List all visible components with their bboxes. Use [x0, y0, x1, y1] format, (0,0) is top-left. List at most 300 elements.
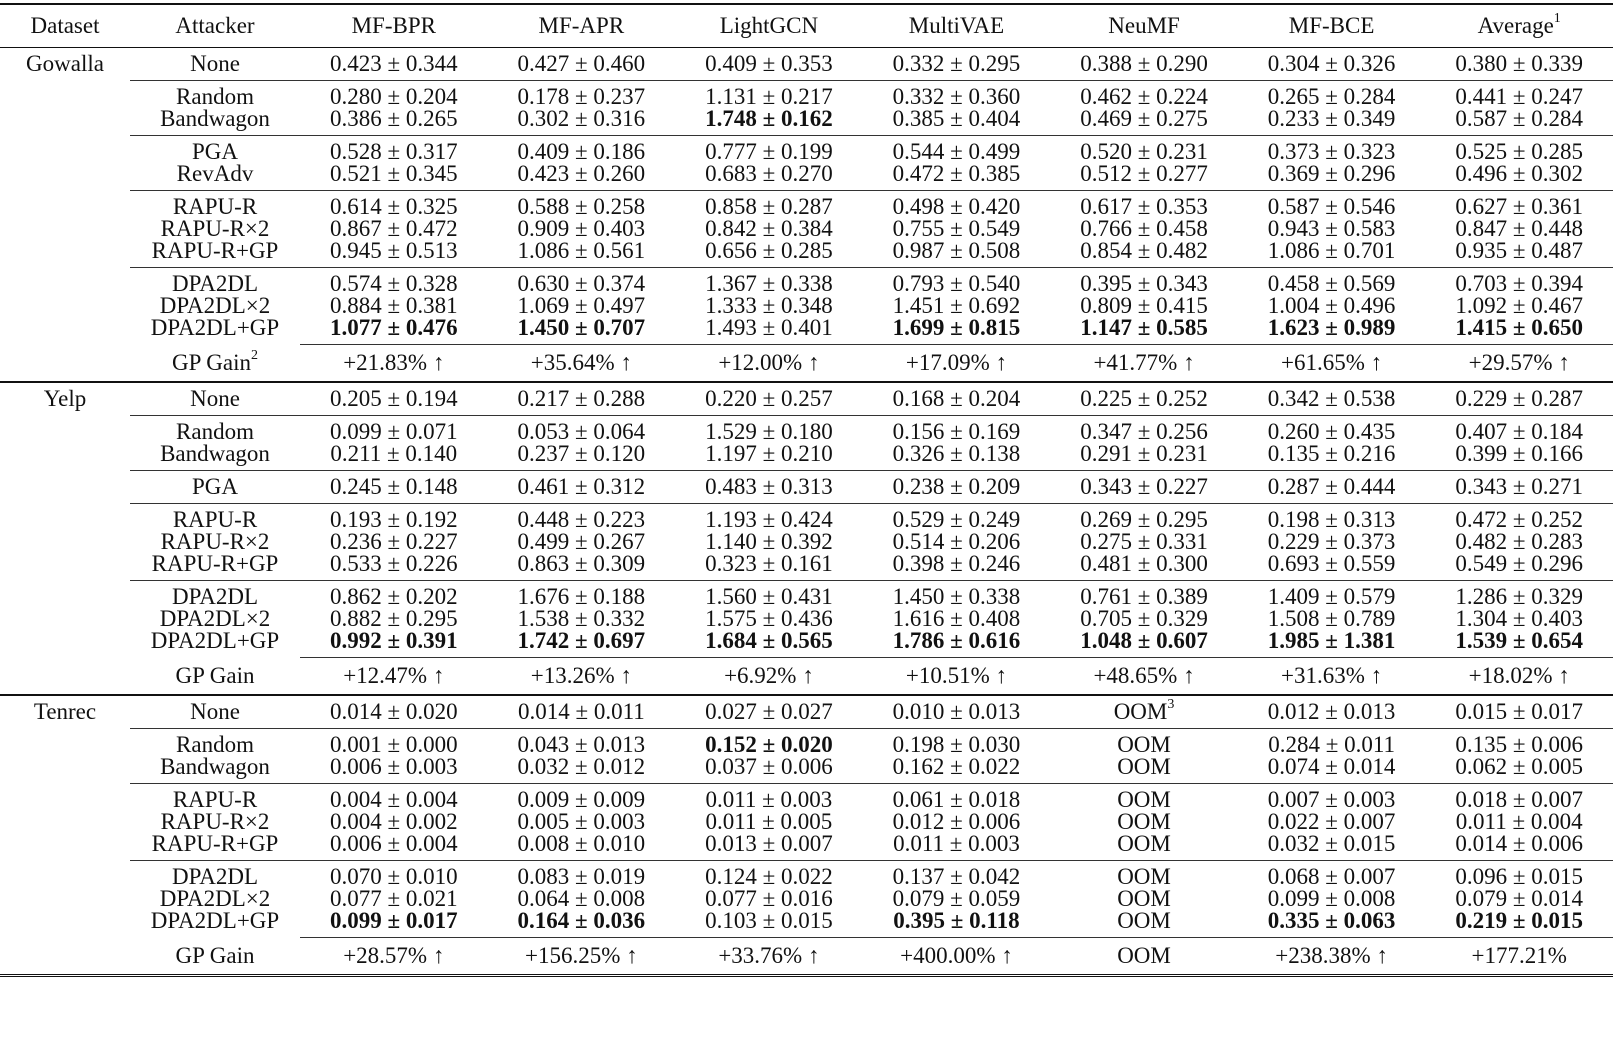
- metric-value: [1425, 586, 1613, 608]
- metric-value-text: 0.156 ± 0.169: [892, 419, 1021, 444]
- metric-value: [675, 586, 863, 608]
- gp-gain-row: [0, 658, 1613, 696]
- metric-cell: [1425, 382, 1613, 416]
- metric-value-text: 0.992 ± 0.391: [329, 628, 458, 653]
- metric-value-text: 1.742 ± 0.697: [517, 628, 646, 653]
- metric-cell: [1050, 191, 1238, 268]
- metric-value-text: 0.009 ± 0.009: [517, 787, 646, 812]
- metric-value: [863, 53, 1051, 75]
- metric-value-text: 0.755 ± 0.549: [892, 216, 1021, 241]
- metric-value: [675, 476, 863, 498]
- metric-value-text: 0.011 ± 0.005: [705, 809, 833, 834]
- metric-value: [675, 888, 863, 910]
- metric-value-text: 0.014 ± 0.020: [329, 699, 458, 724]
- metric-value-text: OOM: [1117, 886, 1171, 911]
- gp-gain-label: [130, 658, 300, 696]
- metric-value: [1425, 888, 1613, 910]
- metric-value: [1425, 476, 1613, 498]
- metric-value-text: 1.197 ± 0.210: [705, 441, 833, 466]
- metric-value-text: 0.793 ± 0.540: [892, 271, 1021, 296]
- metric-value: [300, 218, 488, 240]
- metric-cell: [1425, 268, 1613, 345]
- metric-cell: [863, 48, 1051, 81]
- metric-value: [863, 553, 1051, 575]
- attacker-label: Random: [176, 419, 254, 444]
- metric-cell: [1425, 504, 1613, 581]
- metric-value-text: 0.068 ± 0.007: [1267, 864, 1396, 889]
- gp-gain-value: +29.57% ↑: [1425, 345, 1613, 383]
- attacker-group-row: [0, 382, 1613, 416]
- metric-value-text: 1.786 ± 0.616: [892, 628, 1021, 653]
- metric-value: [863, 388, 1051, 410]
- metric-value: [1050, 53, 1238, 75]
- column-header: [1425, 4, 1613, 48]
- metric-value: [300, 630, 488, 652]
- metric-value: [1238, 531, 1426, 553]
- metric-value: [1425, 630, 1613, 652]
- metric-cell: [1238, 268, 1426, 345]
- metric-value: [1238, 196, 1426, 218]
- gp-gain-value: OOM: [1050, 938, 1238, 976]
- metric-value-text: 0.012 ± 0.006: [892, 809, 1021, 834]
- metric-value: [488, 531, 676, 553]
- metric-value: [1238, 734, 1426, 756]
- metric-cell: [675, 784, 863, 861]
- metric-value: [863, 888, 1051, 910]
- attacker-cell: [130, 136, 300, 191]
- metric-value: [300, 866, 488, 888]
- metric-value: [300, 476, 488, 498]
- metric-value: [300, 421, 488, 443]
- metric-value: [675, 388, 863, 410]
- attacker-label: RevAdv: [176, 161, 254, 186]
- metric-cell: [488, 268, 676, 345]
- metric-cell: [675, 81, 863, 136]
- metric-value: [1425, 295, 1613, 317]
- metric-value-text: 0.245 ± 0.148: [329, 474, 458, 499]
- metric-value-text: 0.008 ± 0.010: [517, 831, 646, 856]
- attacker-label: RAPU-R×2: [160, 809, 270, 834]
- metric-cell: [300, 861, 488, 938]
- metric-value-text: 0.099 ± 0.008: [1267, 886, 1396, 911]
- metric-cell: [1238, 504, 1426, 581]
- metric-cell: [863, 416, 1051, 471]
- metric-cell: [675, 861, 863, 938]
- metric-cell: [1050, 729, 1238, 784]
- metric-value: [863, 833, 1051, 855]
- metric-cell: [863, 504, 1051, 581]
- metric-value-text: 0.945 ± 0.513: [329, 238, 458, 263]
- attacker-group-row: [0, 861, 1613, 938]
- metric-value: [488, 443, 676, 465]
- metric-value-text: 0.135 ± 0.006: [1455, 732, 1583, 757]
- metric-value-text: 1.616 ± 0.408: [892, 606, 1021, 631]
- metric-value: [863, 476, 1051, 498]
- metric-value-text: 0.103 ± 0.015: [705, 908, 833, 933]
- attacker-label: RAPU-R: [172, 507, 258, 532]
- gp-gain-value: +48.65% ↑: [1050, 658, 1238, 696]
- metric-value: [300, 317, 488, 339]
- metric-value-text: 0.011 ± 0.004: [1455, 809, 1583, 834]
- metric-value-text: 1.086 ± 0.561: [517, 238, 646, 263]
- metric-value: [675, 789, 863, 811]
- metric-value: [863, 295, 1051, 317]
- metric-value-text: 0.015 ± 0.017: [1455, 699, 1583, 724]
- metric-value-text: 0.847 ± 0.448: [1455, 216, 1583, 241]
- column-header-label: Attacker: [175, 13, 255, 38]
- metric-value-text: 1.004 ± 0.496: [1267, 293, 1396, 318]
- metric-value: [300, 141, 488, 163]
- metric-value: [863, 586, 1051, 608]
- metric-value: [300, 734, 488, 756]
- metric-value-text: 0.220 ± 0.257: [705, 386, 833, 411]
- attacker-group-row: [0, 729, 1613, 784]
- metric-value: [488, 789, 676, 811]
- attacker-label: DPA2DL+GP: [150, 908, 280, 933]
- metric-value-text: 0.006 ± 0.003: [329, 754, 458, 779]
- metric-value: [1238, 108, 1426, 130]
- metric-value: [1238, 553, 1426, 575]
- metric-value-text: 1.451 ± 0.692: [892, 293, 1021, 318]
- metric-value-text: 0.461 ± 0.312: [517, 474, 646, 499]
- metric-value: [1050, 273, 1238, 295]
- attacker-label: PGA: [191, 139, 238, 164]
- metric-value-text: 0.409 ± 0.186: [517, 139, 646, 164]
- metric-cell: [488, 48, 676, 81]
- metric-value: [300, 888, 488, 910]
- metric-value-text: 0.528 ± 0.317: [329, 139, 458, 164]
- metric-value-text: 0.525 ± 0.285: [1455, 139, 1583, 164]
- metric-value: [1050, 141, 1238, 163]
- attacker-cell: [130, 416, 300, 471]
- metric-value: [488, 608, 676, 630]
- attacker-cell: [130, 382, 300, 416]
- metric-cell: [1425, 581, 1613, 658]
- metric-value: [1238, 163, 1426, 185]
- metric-value: [863, 734, 1051, 756]
- gp-gain-row: [0, 938, 1613, 976]
- metric-cell: [300, 471, 488, 504]
- metric-value-text: 1.140 ± 0.392: [705, 529, 833, 554]
- metric-value: [675, 910, 863, 932]
- metric-value: [1050, 443, 1238, 465]
- metric-value-text: OOM: [1117, 754, 1171, 779]
- metric-value: [1425, 53, 1613, 75]
- metric-value-text: 0.135 ± 0.216: [1267, 441, 1396, 466]
- metric-cell: [863, 581, 1051, 658]
- metric-cell: [300, 268, 488, 345]
- metric-value-text: 0.099 ± 0.017: [329, 908, 458, 933]
- metric-value-text: 0.863 ± 0.309: [517, 551, 646, 576]
- metric-value-text: 0.014 ± 0.006: [1455, 831, 1583, 856]
- gp-gain-value: +177.21%: [1425, 938, 1613, 976]
- metric-value-text: 0.124 ± 0.022: [705, 864, 833, 889]
- metric-value-text: 0.004 ± 0.004: [329, 787, 458, 812]
- metric-value: [488, 196, 676, 218]
- gp-gain-value: +21.83% ↑: [300, 345, 488, 383]
- metric-cell: [300, 784, 488, 861]
- metric-value: [1425, 218, 1613, 240]
- attacker-label: DPA2DL: [171, 584, 259, 609]
- metric-value: [1238, 218, 1426, 240]
- attacker-cell: [130, 48, 300, 81]
- metric-cell: [863, 471, 1051, 504]
- metric-value-text: 0.010 ± 0.013: [892, 699, 1021, 724]
- attacker-label: Bandwagon: [160, 754, 270, 779]
- metric-value: [488, 295, 676, 317]
- dataset-name: Gowalla: [0, 48, 130, 383]
- metric-value: [1425, 756, 1613, 778]
- metric-cell: [1425, 81, 1613, 136]
- metric-value-text: 1.048 ± 0.607: [1080, 628, 1208, 653]
- metric-value: [863, 443, 1051, 465]
- metric-cell: [1238, 81, 1426, 136]
- metric-cell: [1238, 695, 1426, 729]
- metric-value: [863, 811, 1051, 833]
- metric-value-text: 0.587 ± 0.546: [1267, 194, 1396, 219]
- metric-value-text: 0.079 ± 0.014: [1455, 886, 1583, 911]
- metric-value: [1050, 910, 1238, 932]
- metric-value-text: 1.193 ± 0.424: [705, 507, 833, 532]
- metric-value: [300, 273, 488, 295]
- metric-cell: [1050, 861, 1238, 938]
- metric-cell: [300, 581, 488, 658]
- metric-cell: [1238, 729, 1426, 784]
- gp-gain-value: +17.09% ↑: [863, 345, 1051, 383]
- metric-value-text: 0.233 ± 0.349: [1267, 106, 1396, 131]
- metric-value: [1050, 240, 1238, 262]
- metric-value-text: 0.588 ± 0.258: [517, 194, 646, 219]
- metric-value: [488, 586, 676, 608]
- metric-value-text: 0.529 ± 0.249: [892, 507, 1021, 532]
- metric-cell: [488, 504, 676, 581]
- metric-cell: [1050, 81, 1238, 136]
- metric-cell: [1425, 136, 1613, 191]
- metric-value-text: 0.168 ± 0.204: [892, 386, 1021, 411]
- metric-value-text: 0.032 ± 0.012: [517, 754, 646, 779]
- metric-value: [675, 317, 863, 339]
- metric-value-text: 0.469 ± 0.275: [1080, 106, 1208, 131]
- attacker-group-row: [0, 81, 1613, 136]
- column-header: [863, 4, 1051, 48]
- metric-cell: [488, 729, 676, 784]
- metric-value-text: 0.842 ± 0.384: [705, 216, 833, 241]
- metric-cell: [1238, 416, 1426, 471]
- metric-value-text: 1.676 ± 0.188: [517, 584, 646, 609]
- metric-value: [488, 833, 676, 855]
- metric-value: [1238, 701, 1426, 723]
- metric-value-text: 0.398 ± 0.246: [892, 551, 1021, 576]
- metric-value: [1238, 273, 1426, 295]
- metric-value: [863, 163, 1051, 185]
- metric-value-text: 0.935 ± 0.487: [1455, 238, 1583, 263]
- metric-value-text: 0.302 ± 0.316: [517, 106, 646, 131]
- metric-value: [300, 833, 488, 855]
- metric-value-text: 0.409 ± 0.353: [705, 51, 833, 76]
- metric-cell: [1238, 471, 1426, 504]
- attacker-label: RAPU-R+GP: [151, 831, 279, 856]
- column-header-label: MF-BCE: [1288, 13, 1375, 38]
- metric-value: [488, 86, 676, 108]
- metric-value-text: 0.521 ± 0.345: [329, 161, 458, 186]
- metric-value-text: 0.909 ± 0.403: [517, 216, 646, 241]
- metric-value-text: 0.496 ± 0.302: [1455, 161, 1583, 186]
- metric-value: [488, 553, 676, 575]
- metric-value-text: 0.627 ± 0.361: [1455, 194, 1583, 219]
- metric-value-text: 0.237 ± 0.120: [517, 441, 646, 466]
- metric-value-text: 0.499 ± 0.267: [517, 529, 646, 554]
- metric-value-text: 0.225 ± 0.252: [1080, 386, 1208, 411]
- metric-value: [488, 218, 676, 240]
- metric-value: [488, 701, 676, 723]
- metric-value: [1238, 476, 1426, 498]
- metric-value-text: 0.062 ± 0.005: [1455, 754, 1583, 779]
- gp-gain-label: [130, 938, 300, 976]
- metric-value: [1238, 910, 1426, 932]
- metric-value-text: 0.096 ± 0.015: [1455, 864, 1583, 889]
- metric-value: [1238, 630, 1426, 652]
- metric-value: [488, 888, 676, 910]
- metric-value-text: 0.079 ± 0.059: [892, 886, 1021, 911]
- metric-cell: [675, 416, 863, 471]
- metric-value-text: 0.574 ± 0.328: [329, 271, 458, 296]
- metric-cell: [300, 48, 488, 81]
- metric-value-text: 0.162 ± 0.022: [892, 754, 1021, 779]
- metric-value: [1425, 910, 1613, 932]
- metric-value: [488, 756, 676, 778]
- metric-value-text: OOM: [1117, 864, 1171, 889]
- metric-value-text: 0.987 ± 0.508: [892, 238, 1021, 263]
- attacker-group-row: [0, 784, 1613, 861]
- metric-value: [1425, 531, 1613, 553]
- metric-value: [488, 630, 676, 652]
- header-row: [0, 4, 1613, 48]
- gp-gain-label-text: GP Gain: [175, 662, 255, 688]
- metric-value: [1425, 701, 1613, 723]
- metric-value: [488, 240, 676, 262]
- column-header-label: MultiVAE: [908, 13, 1005, 38]
- metric-value: [300, 553, 488, 575]
- attacker-label: DPA2DL: [171, 864, 259, 889]
- attacker-label: RAPU-R: [172, 194, 258, 219]
- metric-value-text: 0.617 ± 0.353: [1080, 194, 1208, 219]
- metric-cell: [863, 382, 1051, 416]
- metric-value-text: 0.549 ± 0.296: [1455, 551, 1583, 576]
- gp-gain-value: +35.64% ↑: [488, 345, 676, 383]
- metric-cell: [1050, 136, 1238, 191]
- metric-cell: [863, 191, 1051, 268]
- metric-value-text: OOM: [1117, 908, 1171, 933]
- metric-value: [863, 196, 1051, 218]
- metric-value-text: 0.520 ± 0.231: [1080, 139, 1208, 164]
- column-header: [0, 4, 130, 48]
- metric-value-text: 1.415 ± 0.650: [1455, 315, 1583, 340]
- metric-cell: [675, 191, 863, 268]
- metric-cell: [675, 136, 863, 191]
- metric-value-text: 0.229 ± 0.287: [1455, 386, 1583, 411]
- metric-value: [1238, 888, 1426, 910]
- metric-value: [300, 163, 488, 185]
- metric-value: [300, 108, 488, 130]
- metric-value: [1425, 108, 1613, 130]
- metric-value-text: 0.269 ± 0.295: [1080, 507, 1208, 532]
- metric-cell: [488, 581, 676, 658]
- metric-value-text: 0.260 ± 0.435: [1267, 419, 1396, 444]
- metric-value-text: 0.005 ± 0.003: [517, 809, 646, 834]
- metric-value-text: 1.450 ± 0.707: [517, 315, 646, 340]
- metric-value: [1238, 608, 1426, 630]
- metric-value-text: 0.037 ± 0.006: [705, 754, 833, 779]
- metric-value-text: 1.623 ± 0.989: [1267, 315, 1396, 340]
- metric-value-text: 0.373 ± 0.323: [1267, 139, 1396, 164]
- metric-value: [300, 701, 488, 723]
- metric-value: [1050, 108, 1238, 130]
- metric-cell: [488, 382, 676, 416]
- metric-value-text: 0.152 ± 0.020: [705, 732, 833, 757]
- metric-value: [488, 509, 676, 531]
- metric-value-text: 0.211 ± 0.140: [330, 441, 458, 466]
- metric-value: [488, 163, 676, 185]
- metric-value: [1238, 756, 1426, 778]
- metric-value: [1425, 734, 1613, 756]
- metric-value-text: 0.693 ± 0.559: [1267, 551, 1396, 576]
- metric-value-text: 0.323 ± 0.161: [705, 551, 833, 576]
- metric-value-text: 0.032 ± 0.015: [1267, 831, 1396, 856]
- metric-value: [675, 531, 863, 553]
- metric-value: [300, 586, 488, 608]
- metric-value-text: 1.508 ± 0.789: [1267, 606, 1396, 631]
- metric-value-text: 0.943 ± 0.583: [1267, 216, 1396, 241]
- metric-value-text: 0.004 ± 0.002: [329, 809, 458, 834]
- metric-value: [863, 789, 1051, 811]
- metric-value: [300, 443, 488, 465]
- attacker-cell: [130, 729, 300, 784]
- metric-value: [1425, 163, 1613, 185]
- metric-value-text: 0.854 ± 0.482: [1080, 238, 1208, 263]
- metric-value: [488, 866, 676, 888]
- metric-value: [863, 421, 1051, 443]
- column-header-label: MF-BPR: [351, 13, 436, 38]
- metric-value-text: 1.575 ± 0.436: [705, 606, 833, 631]
- metric-value-text: 0.448 ± 0.223: [517, 507, 646, 532]
- gp-gain-value: +18.02% ↑: [1425, 658, 1613, 696]
- metric-value: [863, 141, 1051, 163]
- metric-value: [675, 295, 863, 317]
- metric-cell: [488, 81, 676, 136]
- metric-value-text: 0.061 ± 0.018: [892, 787, 1021, 812]
- gp-gain-label: [130, 345, 300, 383]
- metric-value: [1238, 866, 1426, 888]
- metric-value-text: 0.483 ± 0.313: [705, 474, 833, 499]
- metric-value: [863, 701, 1051, 723]
- attacker-cell: [130, 695, 300, 729]
- metric-value-text: 0.630 ± 0.374: [517, 271, 646, 296]
- metric-value-text: 0.705 ± 0.329: [1080, 606, 1208, 631]
- metric-value: [1050, 295, 1238, 317]
- metric-value-text: 1.409 ± 0.579: [1267, 584, 1396, 609]
- metric-value-text: 0.070 ± 0.010: [329, 864, 458, 889]
- metric-value-text: 0.587 ± 0.284: [1455, 106, 1583, 131]
- metric-value: [675, 509, 863, 531]
- metric-value: [675, 443, 863, 465]
- metric-value: [1050, 866, 1238, 888]
- metric-value: [1238, 421, 1426, 443]
- metric-cell: [1050, 416, 1238, 471]
- metric-value: [1238, 789, 1426, 811]
- gp-gain-value: +238.38% ↑: [1238, 938, 1426, 976]
- metric-value-text: 1.333 ± 0.348: [705, 293, 833, 318]
- metric-value: [675, 608, 863, 630]
